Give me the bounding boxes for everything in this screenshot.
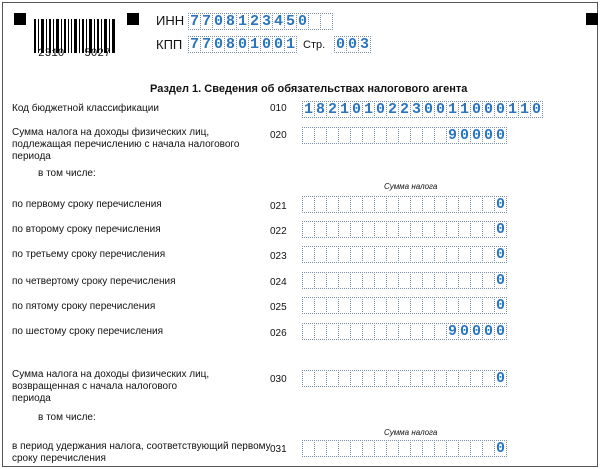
term-4-field[interactable] (302, 272, 506, 289)
tax-due-line-code: 020 (270, 130, 287, 141)
term-1-field-cell: 0 (495, 196, 505, 213)
kbk-field-cell: 0 (483, 101, 493, 118)
corner-marker-middle (127, 13, 139, 25)
term-2-label: по второму сроку перечисления (12, 224, 161, 235)
inn-field-cell (320, 13, 333, 30)
kbk-field-cell: 2 (327, 101, 337, 118)
term-5-code: 025 (270, 302, 287, 313)
page-number-field-cell: 0 (347, 36, 357, 53)
page-number-field[interactable] (334, 36, 370, 53)
term-6-field-cell: 9 (447, 323, 457, 340)
inn-field-cell: 5 (285, 13, 295, 30)
inn-field-cell: 7 (201, 13, 211, 30)
page-number-field-cell: 3 (359, 36, 369, 53)
term-2-field[interactable] (302, 221, 506, 238)
term-1-label: по первому сроку перечисления (12, 199, 162, 210)
term-4-field-cell: 0 (495, 272, 505, 289)
term-3-code: 023 (270, 251, 287, 262)
kbk-field[interactable] (302, 101, 542, 118)
term-6-field[interactable] (302, 323, 506, 340)
kpp-field-cell: 1 (249, 36, 259, 53)
term-3-field[interactable] (302, 246, 506, 263)
kpp-field-cell: 0 (273, 36, 283, 53)
returned-field[interactable] (302, 370, 506, 387)
kbk-field-cell: 0 (435, 101, 445, 118)
returned-field-cell: 0 (495, 370, 505, 387)
term-2-code: 022 (270, 226, 287, 237)
inn-field-cell: 0 (297, 13, 307, 30)
withholding-field-cell: 0 (495, 440, 505, 457)
kbk-field-cell: 1 (447, 101, 457, 118)
term-6-field-cell: 0 (459, 323, 469, 340)
tax-amount-caption: Сумма налога (384, 182, 438, 191)
kpp-field[interactable] (188, 36, 296, 53)
term-3-label: по третьему сроку перечисления (12, 249, 166, 260)
kbk-field-cell: 2 (399, 101, 409, 118)
kbk-line-code: 010 (270, 103, 287, 114)
inn-field-cell: 2 (249, 13, 259, 30)
kpp-field-cell: 0 (237, 36, 247, 53)
kbk-field-cell: 0 (423, 101, 433, 118)
kbk-field-cell: 1 (519, 101, 529, 118)
tax-due-field-cell: 9 (447, 127, 457, 144)
inn-field[interactable] (188, 13, 332, 30)
kpp-field-cell: 7 (189, 36, 199, 53)
term-2-field-cell: 0 (495, 221, 505, 238)
term-6-label: по шестому сроку перечисления (12, 326, 164, 337)
term-3-field-cell: 0 (495, 246, 505, 263)
inn-field-cell: 4 (273, 13, 283, 30)
term-5-field-cell: 0 (495, 297, 505, 314)
kbk-field-cell: 2 (387, 101, 397, 118)
kbk-label: Код бюджетной классификации (12, 103, 159, 114)
kpp-field-cell: 7 (201, 36, 211, 53)
term-5-field[interactable] (302, 297, 506, 314)
including-label-2: в том числе: (38, 412, 96, 423)
term-6-field-cell: 0 (495, 323, 505, 340)
kbk-field-cell: 0 (495, 101, 505, 118)
kbk-field-cell: 8 (315, 101, 325, 118)
withholding-field[interactable] (302, 440, 506, 457)
kpp-field-cell: 0 (261, 36, 271, 53)
tax-due-field-cell: 0 (471, 127, 481, 144)
kpp-field-cell: 1 (285, 36, 295, 53)
tax-due-field[interactable] (302, 127, 506, 144)
kbk-field-cell: 0 (375, 101, 385, 118)
kpp-field-cell: 0 (213, 36, 223, 53)
kbk-field-cell: 1 (459, 101, 469, 118)
corner-marker-right (586, 13, 598, 25)
tax-due-field-cell: 0 (483, 127, 493, 144)
term-1-field[interactable] (302, 196, 506, 213)
returned-label: Сумма налога на доходы физических лиц, возвращенная с начала налогового периода (12, 369, 210, 404)
section-title: Раздел 1. Сведения об обязательствах налогового агента (150, 83, 468, 95)
page-number-field-cell: 0 (335, 36, 345, 53)
term-4-code: 024 (270, 277, 287, 288)
term-4-label: по четвертому сроку перечисления (12, 276, 176, 287)
withholding-line-code: 031 (270, 444, 287, 455)
term-5-label: по пятому сроку перечисления (12, 301, 156, 312)
kbk-field-cell: 0 (351, 101, 361, 118)
inn-field-cell: 8 (225, 13, 235, 30)
kbk-field-cell: 3 (411, 101, 421, 118)
page-label: Стр. (303, 39, 326, 51)
kbk-field-cell: 1 (339, 101, 349, 118)
inn-field-cell: 1 (237, 13, 247, 30)
tax-due-field-cell: 0 (459, 127, 469, 144)
kbk-field-cell: 1 (363, 101, 373, 118)
withholding-label: в период удержания налога, соответствующий первому сроку перечисления (12, 441, 271, 464)
inn-field-cell: 3 (261, 13, 271, 30)
term-6-code: 026 (270, 328, 287, 339)
term-6-field-cell: 0 (483, 323, 493, 340)
term-1-code: 021 (270, 201, 287, 212)
inn-field-cell: 0 (213, 13, 223, 30)
kbk-field-cell: 0 (471, 101, 481, 118)
tax-due-field-cell: 0 (495, 127, 505, 144)
inn-label: ИНН (156, 13, 185, 28)
corner-marker-left (14, 13, 26, 25)
tax-amount-caption-2: Сумма налога (384, 428, 438, 437)
barcode-number: 2310 5027 (38, 48, 111, 60)
tax-due-label: Сумма налога на доходы физических лиц, подлежащая перечислению с начала налогового периода (12, 127, 240, 162)
kbk-field-cell: 0 (531, 101, 541, 118)
term-6-field-cell: 0 (471, 323, 481, 340)
returned-line-code: 030 (270, 374, 287, 385)
kpp-label: КПП (156, 37, 183, 52)
kbk-field-cell: 1 (507, 101, 517, 118)
kbk-field-cell: 1 (303, 101, 313, 118)
including-label: в том числе: (38, 168, 96, 179)
inn-field-cell: 7 (189, 13, 199, 30)
kpp-field-cell: 8 (225, 36, 235, 53)
